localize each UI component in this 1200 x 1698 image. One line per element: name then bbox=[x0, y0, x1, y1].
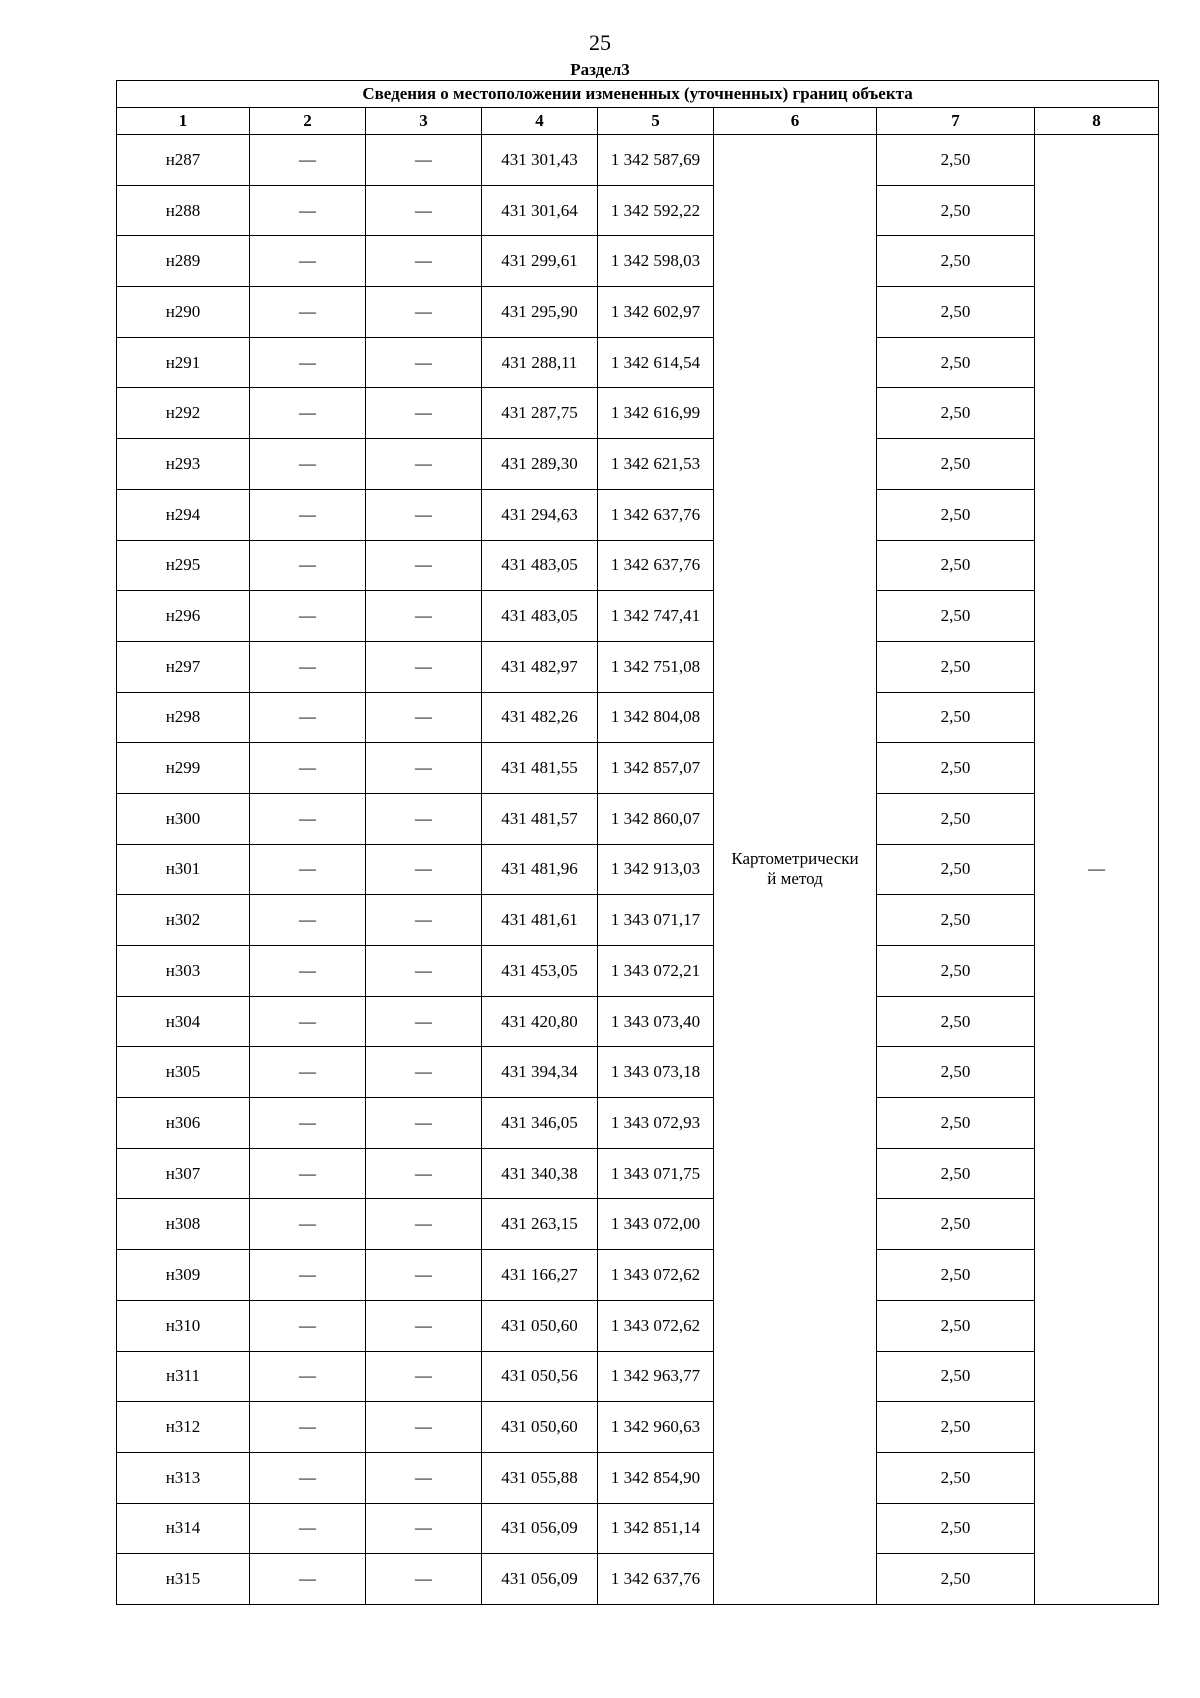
col3-cell: — bbox=[366, 591, 482, 642]
col2-cell: — bbox=[250, 895, 366, 946]
y-coordinate-cell: 1 342 637,76 bbox=[598, 489, 714, 540]
col3-cell: — bbox=[366, 236, 482, 287]
y-coordinate-cell: 1 342 637,76 bbox=[598, 1554, 714, 1605]
x-coordinate-cell: 431 288,11 bbox=[482, 337, 598, 388]
x-coordinate-cell: 431 299,61 bbox=[482, 236, 598, 287]
col2-cell: — bbox=[250, 692, 366, 743]
point-id-cell: н303 bbox=[117, 946, 250, 997]
col2-cell: — bbox=[250, 337, 366, 388]
col2-cell: — bbox=[250, 1098, 366, 1149]
accuracy-cell: 2,50 bbox=[877, 996, 1035, 1047]
col2-cell: — bbox=[250, 236, 366, 287]
point-id-cell: н298 bbox=[117, 692, 250, 743]
col3-cell: — bbox=[366, 388, 482, 439]
accuracy-cell: 2,50 bbox=[877, 1047, 1035, 1098]
y-coordinate-cell: 1 342 851,14 bbox=[598, 1503, 714, 1554]
x-coordinate-cell: 431 346,05 bbox=[482, 1098, 598, 1149]
table-row bbox=[117, 1250, 1159, 1301]
point-id-cell: н295 bbox=[117, 540, 250, 591]
col2-cell: — bbox=[250, 1148, 366, 1199]
point-id-cell: н296 bbox=[117, 591, 250, 642]
col2-cell: — bbox=[250, 1199, 366, 1250]
col2-cell: — bbox=[250, 591, 366, 642]
col2-cell: — bbox=[250, 439, 366, 490]
accuracy-cell: 2,50 bbox=[877, 439, 1035, 490]
table-row bbox=[117, 1503, 1159, 1554]
col2-cell: — bbox=[250, 1402, 366, 1453]
column-number-5: 5 bbox=[598, 108, 714, 135]
point-id-cell: н312 bbox=[117, 1402, 250, 1453]
col2-cell: — bbox=[250, 185, 366, 236]
col3-cell: — bbox=[366, 692, 482, 743]
col3-cell: — bbox=[366, 135, 482, 186]
point-id-cell: н292 bbox=[117, 388, 250, 439]
col2-cell: — bbox=[250, 1452, 366, 1503]
col2-cell: — bbox=[250, 489, 366, 540]
table-row bbox=[117, 1351, 1159, 1402]
column-number-6: 6 bbox=[714, 108, 877, 135]
table-row bbox=[117, 1402, 1159, 1453]
col3-cell: — bbox=[366, 1503, 482, 1554]
accuracy-cell: 2,50 bbox=[877, 743, 1035, 794]
table-row bbox=[117, 1148, 1159, 1199]
x-coordinate-cell: 431 055,88 bbox=[482, 1452, 598, 1503]
table-row bbox=[117, 1098, 1159, 1149]
y-coordinate-cell: 1 343 071,17 bbox=[598, 895, 714, 946]
col3-cell: — bbox=[366, 844, 482, 895]
point-id-cell: н307 bbox=[117, 1148, 250, 1199]
y-coordinate-cell: 1 342 913,03 bbox=[598, 844, 714, 895]
col8-cell: — bbox=[1035, 135, 1159, 1605]
col3-cell: — bbox=[366, 1452, 482, 1503]
y-coordinate-cell: 1 342 621,53 bbox=[598, 439, 714, 490]
col3-cell: — bbox=[366, 489, 482, 540]
point-id-cell: н293 bbox=[117, 439, 250, 490]
table-row bbox=[117, 135, 1159, 186]
col2-cell: — bbox=[250, 793, 366, 844]
accuracy-cell: 2,50 bbox=[877, 388, 1035, 439]
table-body bbox=[117, 135, 1159, 1605]
y-coordinate-cell: 1 342 592,22 bbox=[598, 185, 714, 236]
y-coordinate-cell: 1 343 072,93 bbox=[598, 1098, 714, 1149]
y-coordinate-cell: 1 342 857,07 bbox=[598, 743, 714, 794]
x-coordinate-cell: 431 287,75 bbox=[482, 388, 598, 439]
col3-cell: — bbox=[366, 895, 482, 946]
y-coordinate-cell: 1 342 751,08 bbox=[598, 641, 714, 692]
col2-cell: — bbox=[250, 946, 366, 997]
boundary-coordinates-table bbox=[116, 80, 1159, 1605]
col2-cell: — bbox=[250, 388, 366, 439]
x-coordinate-cell: 431 420,80 bbox=[482, 996, 598, 1047]
page-number: 25 bbox=[589, 30, 611, 55]
y-coordinate-cell: 1 342 614,54 bbox=[598, 337, 714, 388]
col3-cell: — bbox=[366, 1250, 482, 1301]
table-row bbox=[117, 1452, 1159, 1503]
y-coordinate-cell: 1 343 072,21 bbox=[598, 946, 714, 997]
y-coordinate-cell: 1 342 860,07 bbox=[598, 793, 714, 844]
accuracy-cell: 2,50 bbox=[877, 641, 1035, 692]
accuracy-cell: 2,50 bbox=[877, 1402, 1035, 1453]
point-id-cell: н301 bbox=[117, 844, 250, 895]
point-id-cell: н304 bbox=[117, 996, 250, 1047]
x-coordinate-cell: 431 481,96 bbox=[482, 844, 598, 895]
point-id-cell: н305 bbox=[117, 1047, 250, 1098]
col3-cell: — bbox=[366, 946, 482, 997]
x-coordinate-cell: 431 483,05 bbox=[482, 591, 598, 642]
y-coordinate-cell: 1 342 602,97 bbox=[598, 287, 714, 338]
point-id-cell: н300 bbox=[117, 793, 250, 844]
x-coordinate-cell: 431 301,64 bbox=[482, 185, 598, 236]
x-coordinate-cell: 431 263,15 bbox=[482, 1199, 598, 1250]
column-number-8: 8 bbox=[1035, 108, 1159, 135]
col3-cell: — bbox=[366, 439, 482, 490]
section-title: Раздел3 bbox=[570, 60, 630, 79]
accuracy-cell: 2,50 bbox=[877, 946, 1035, 997]
table-row bbox=[117, 287, 1159, 338]
col2-cell: — bbox=[250, 135, 366, 186]
accuracy-cell: 2,50 bbox=[877, 1351, 1035, 1402]
col3-cell: — bbox=[366, 743, 482, 794]
accuracy-cell: 2,50 bbox=[877, 591, 1035, 642]
x-coordinate-cell: 431 394,34 bbox=[482, 1047, 598, 1098]
accuracy-cell: 2,50 bbox=[877, 540, 1035, 591]
point-id-cell: н299 bbox=[117, 743, 250, 794]
table-row bbox=[117, 743, 1159, 794]
table-caption: Сведения о местоположении измененных (уточненных) границ объекта bbox=[117, 81, 1159, 108]
col2-cell: — bbox=[250, 1300, 366, 1351]
y-coordinate-cell: 1 342 963,77 bbox=[598, 1351, 714, 1402]
accuracy-cell: 2,50 bbox=[877, 1554, 1035, 1605]
x-coordinate-cell: 431 453,05 bbox=[482, 946, 598, 997]
accuracy-cell: 2,50 bbox=[877, 489, 1035, 540]
col2-cell: — bbox=[250, 1554, 366, 1605]
accuracy-cell: 2,50 bbox=[877, 895, 1035, 946]
accuracy-cell: 2,50 bbox=[877, 1199, 1035, 1250]
x-coordinate-cell: 431 482,26 bbox=[482, 692, 598, 743]
x-coordinate-cell: 431 050,60 bbox=[482, 1300, 598, 1351]
table-row bbox=[117, 185, 1159, 236]
col3-cell: — bbox=[366, 1554, 482, 1605]
column-number-4: 4 bbox=[482, 108, 598, 135]
table-row bbox=[117, 236, 1159, 287]
y-coordinate-cell: 1 343 073,18 bbox=[598, 1047, 714, 1098]
y-coordinate-cell: 1 342 637,76 bbox=[598, 540, 714, 591]
col3-cell: — bbox=[366, 996, 482, 1047]
y-coordinate-cell: 1 343 072,62 bbox=[598, 1300, 714, 1351]
col2-cell: — bbox=[250, 1250, 366, 1301]
accuracy-cell: 2,50 bbox=[877, 287, 1035, 338]
point-id-cell: н297 bbox=[117, 641, 250, 692]
col2-cell: — bbox=[250, 540, 366, 591]
table-row bbox=[117, 337, 1159, 388]
col2-cell: — bbox=[250, 641, 366, 692]
accuracy-cell: 2,50 bbox=[877, 1250, 1035, 1301]
col2-cell: — bbox=[250, 996, 366, 1047]
col2-cell: — bbox=[250, 1047, 366, 1098]
table-row bbox=[117, 1047, 1159, 1098]
point-id-cell: н288 bbox=[117, 185, 250, 236]
accuracy-cell: 2,50 bbox=[877, 1148, 1035, 1199]
col3-cell: — bbox=[366, 1402, 482, 1453]
table-row bbox=[117, 591, 1159, 642]
accuracy-cell: 2,50 bbox=[877, 793, 1035, 844]
x-coordinate-cell: 431 050,56 bbox=[482, 1351, 598, 1402]
table-row bbox=[117, 946, 1159, 997]
accuracy-cell: 2,50 bbox=[877, 1503, 1035, 1554]
col2-cell: — bbox=[250, 1351, 366, 1402]
point-id-cell: н308 bbox=[117, 1199, 250, 1250]
table-row bbox=[117, 540, 1159, 591]
table-row bbox=[117, 844, 1159, 895]
point-id-cell: н294 bbox=[117, 489, 250, 540]
y-coordinate-cell: 1 342 960,63 bbox=[598, 1402, 714, 1453]
col3-cell: — bbox=[366, 1148, 482, 1199]
y-coordinate-cell: 1 343 073,40 bbox=[598, 996, 714, 1047]
table-row bbox=[117, 1554, 1159, 1605]
x-coordinate-cell: 431 050,60 bbox=[482, 1402, 598, 1453]
table-row bbox=[117, 793, 1159, 844]
col3-cell: — bbox=[366, 185, 482, 236]
point-id-cell: н315 bbox=[117, 1554, 250, 1605]
table-row bbox=[117, 489, 1159, 540]
y-coordinate-cell: 1 343 071,75 bbox=[598, 1148, 714, 1199]
y-coordinate-cell: 1 342 804,08 bbox=[598, 692, 714, 743]
point-id-cell: н289 bbox=[117, 236, 250, 287]
col3-cell: — bbox=[366, 1300, 482, 1351]
col3-cell: — bbox=[366, 1047, 482, 1098]
x-coordinate-cell: 431 166,27 bbox=[482, 1250, 598, 1301]
y-coordinate-cell: 1 342 616,99 bbox=[598, 388, 714, 439]
accuracy-cell: 2,50 bbox=[877, 1452, 1035, 1503]
col3-cell: — bbox=[366, 540, 482, 591]
col3-cell: — bbox=[366, 793, 482, 844]
accuracy-cell: 2,50 bbox=[877, 135, 1035, 186]
point-id-cell: н314 bbox=[117, 1503, 250, 1554]
col2-cell: — bbox=[250, 287, 366, 338]
col2-cell: — bbox=[250, 743, 366, 794]
x-coordinate-cell: 431 481,57 bbox=[482, 793, 598, 844]
method-cell: Картометрически й метод bbox=[714, 135, 877, 1605]
y-coordinate-cell: 1 343 072,00 bbox=[598, 1199, 714, 1250]
column-number-7: 7 bbox=[877, 108, 1035, 135]
x-coordinate-cell: 431 294,63 bbox=[482, 489, 598, 540]
table-row bbox=[117, 439, 1159, 490]
table-row bbox=[117, 996, 1159, 1047]
x-coordinate-cell: 431 481,55 bbox=[482, 743, 598, 794]
col3-cell: — bbox=[366, 641, 482, 692]
table-row bbox=[117, 895, 1159, 946]
col3-cell: — bbox=[366, 1098, 482, 1149]
point-id-cell: н287 bbox=[117, 135, 250, 186]
accuracy-cell: 2,50 bbox=[877, 844, 1035, 895]
accuracy-cell: 2,50 bbox=[877, 692, 1035, 743]
table-row bbox=[117, 641, 1159, 692]
col3-cell: — bbox=[366, 1351, 482, 1402]
x-coordinate-cell: 431 482,97 bbox=[482, 641, 598, 692]
accuracy-cell: 2,50 bbox=[877, 1300, 1035, 1351]
column-number-1: 1 bbox=[117, 108, 250, 135]
accuracy-cell: 2,50 bbox=[877, 1098, 1035, 1149]
table-row bbox=[117, 692, 1159, 743]
y-coordinate-cell: 1 342 747,41 bbox=[598, 591, 714, 642]
x-coordinate-cell: 431 289,30 bbox=[482, 439, 598, 490]
point-id-cell: н290 bbox=[117, 287, 250, 338]
table-row bbox=[117, 1300, 1159, 1351]
col2-cell: — bbox=[250, 1503, 366, 1554]
col2-cell: — bbox=[250, 844, 366, 895]
x-coordinate-cell: 431 481,61 bbox=[482, 895, 598, 946]
accuracy-cell: 2,50 bbox=[877, 236, 1035, 287]
point-id-cell: н311 bbox=[117, 1351, 250, 1402]
accuracy-cell: 2,50 bbox=[877, 185, 1035, 236]
point-id-cell: н309 bbox=[117, 1250, 250, 1301]
column-number-3: 3 bbox=[366, 108, 482, 135]
x-coordinate-cell: 431 301,43 bbox=[482, 135, 598, 186]
y-coordinate-cell: 1 343 072,62 bbox=[598, 1250, 714, 1301]
col3-cell: — bbox=[366, 287, 482, 338]
x-coordinate-cell: 431 056,09 bbox=[482, 1503, 598, 1554]
point-id-cell: н291 bbox=[117, 337, 250, 388]
col3-cell: — bbox=[366, 1199, 482, 1250]
table-row bbox=[117, 1199, 1159, 1250]
point-id-cell: н310 bbox=[117, 1300, 250, 1351]
column-number-row bbox=[117, 108, 1159, 135]
x-coordinate-cell: 431 295,90 bbox=[482, 287, 598, 338]
table-row bbox=[117, 388, 1159, 439]
point-id-cell: н313 bbox=[117, 1452, 250, 1503]
x-coordinate-cell: 431 056,09 bbox=[482, 1554, 598, 1605]
y-coordinate-cell: 1 342 598,03 bbox=[598, 236, 714, 287]
y-coordinate-cell: 1 342 587,69 bbox=[598, 135, 714, 186]
column-number-2: 2 bbox=[250, 108, 366, 135]
y-coordinate-cell: 1 342 854,90 bbox=[598, 1452, 714, 1503]
point-id-cell: н302 bbox=[117, 895, 250, 946]
point-id-cell: н306 bbox=[117, 1098, 250, 1149]
accuracy-cell: 2,50 bbox=[877, 337, 1035, 388]
x-coordinate-cell: 431 483,05 bbox=[482, 540, 598, 591]
x-coordinate-cell: 431 340,38 bbox=[482, 1148, 598, 1199]
col3-cell: — bbox=[366, 337, 482, 388]
